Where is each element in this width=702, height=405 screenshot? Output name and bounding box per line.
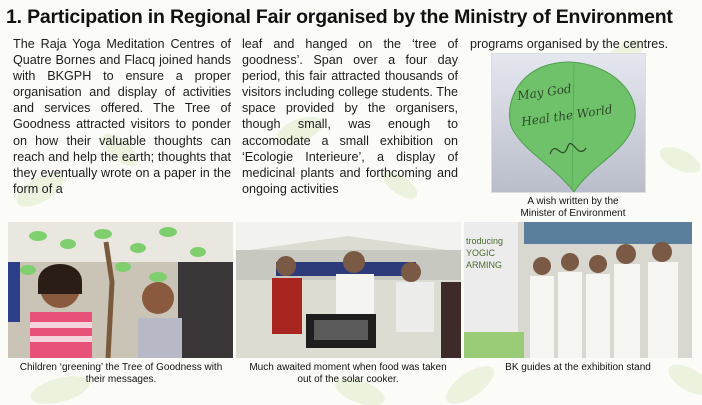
- heart-handwriting-line1: May God: [516, 81, 573, 103]
- column-3-text: programs organised by the centres.: [470, 37, 669, 51]
- column-1-text: The Raja Yoga Meditation Centres of Quatre Bornes and Flacq joined hands with BKGPH to ensure a proper organisation and display of activities and services offered. The Tree of Goodness attracted visitors to ponder on how their valuable thoughts can reach and help the earth; thoughts that they eventually wrote on a paper in the form of a: [13, 37, 231, 196]
- article-column-1: [13, 36, 231, 197]
- article-column-2: [242, 36, 458, 197]
- children-tree-illustration: [8, 222, 233, 358]
- heart-leaf-photo: [491, 53, 646, 193]
- heart-handwriting-line2: Heal the World: [520, 102, 614, 129]
- banner-line1: troducing: [466, 236, 504, 246]
- children-photo: [8, 222, 233, 358]
- heart-leaf-illustration: [492, 54, 646, 193]
- solar-cooker-caption: Much awaited moment when food was taken out of the solar cooker.: [249, 362, 447, 385]
- guides-photo: [464, 222, 692, 358]
- guides-caption: BK guides at the exhibition stand: [505, 362, 651, 373]
- children-caption: Children ‘greening’ the Tree of Goodness with their messages.: [19, 362, 223, 385]
- guides-stand-illustration: [464, 222, 692, 358]
- heart-caption: A wish written by the Minister of Environment: [520, 196, 626, 219]
- column-2-text: leaf and hanged on the ‘tree of goodness’. Span over a four day period, this fair attracted thousands of visitors including college students. The space provided by the organisers, though small, was enough to accomodate a small exhibition on ‘Ecologie Interieure’, a display of medicinal plants and forthcoming and ongoing activities: [242, 37, 458, 196]
- article-column-3: [470, 36, 692, 52]
- solar-cooker-photo: [236, 222, 461, 358]
- solar-cooker-illustration: [236, 222, 461, 358]
- banner-line3: ARMING: [466, 260, 502, 270]
- banner-line2: YOGIC: [466, 248, 496, 258]
- article-title: 1. Participation in Regional Fair organised by the Ministry of Environment: [6, 6, 673, 28]
